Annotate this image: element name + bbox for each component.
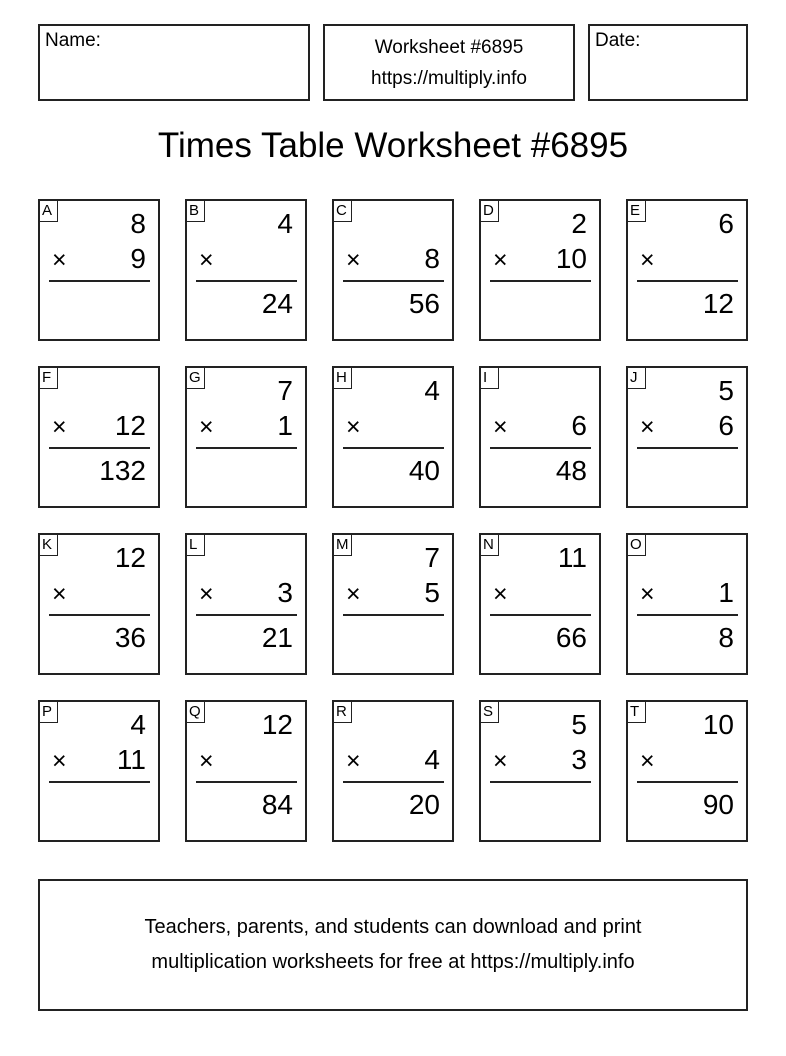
multiplicand: 8 xyxy=(130,208,146,239)
multiplicand: 4 xyxy=(277,208,293,239)
multiplicand: 4 xyxy=(130,709,146,740)
answer-rule xyxy=(637,614,738,616)
problem-cell[interactable] xyxy=(332,199,454,341)
problem-cell[interactable] xyxy=(479,199,601,341)
product: 24 xyxy=(261,288,293,319)
times-sign: × xyxy=(346,747,361,775)
answer-rule xyxy=(637,280,738,282)
problem-letter: M xyxy=(334,535,352,556)
problem-cell[interactable] xyxy=(626,366,748,508)
times-sign: × xyxy=(493,580,508,608)
times-sign: × xyxy=(640,413,655,441)
problem-cell[interactable] xyxy=(626,700,748,842)
problem-cell[interactable] xyxy=(479,366,601,508)
product: 20 xyxy=(408,789,440,820)
footer-line-1: Teachers, parents, and students can download and print xyxy=(144,916,642,938)
multiplier: 11 xyxy=(116,744,146,775)
multiplicand: 7 xyxy=(277,375,293,406)
problem-cell[interactable] xyxy=(38,700,160,842)
multiplier: 6 xyxy=(718,410,734,441)
multiplicand: 5 xyxy=(571,709,587,740)
date-field[interactable] xyxy=(588,24,748,101)
multiplier: 3 xyxy=(571,744,587,775)
problem-letter: N xyxy=(481,535,499,556)
times-sign: × xyxy=(640,246,655,274)
product: 36 xyxy=(114,622,146,653)
page-title: Times Table Worksheet #6895 xyxy=(157,126,629,165)
times-sign: × xyxy=(346,580,361,608)
problem-cell[interactable] xyxy=(185,700,307,842)
name-label: Name: xyxy=(45,30,101,51)
answer-rule xyxy=(196,614,297,616)
multiplicand: 12 xyxy=(114,542,146,573)
times-sign: × xyxy=(493,246,508,274)
problem-letter: O xyxy=(628,535,646,556)
problem-letter: D xyxy=(481,201,499,222)
date-label: Date: xyxy=(595,30,641,51)
answer-rule xyxy=(196,447,297,449)
name-field[interactable] xyxy=(38,24,310,101)
answer-rule xyxy=(343,280,444,282)
times-sign: × xyxy=(199,580,214,608)
multiplicand: 5 xyxy=(718,375,734,406)
problem-letter: R xyxy=(334,702,352,723)
times-sign: × xyxy=(199,413,214,441)
product: 21 xyxy=(261,622,293,653)
worksheet-id: Worksheet #6895 xyxy=(374,37,524,58)
product: 8 xyxy=(718,622,734,653)
times-sign: × xyxy=(52,246,67,274)
times-sign: × xyxy=(640,747,655,775)
multiplier: 6 xyxy=(571,410,587,441)
answer-rule xyxy=(490,447,591,449)
times-sign: × xyxy=(346,246,361,274)
answer-rule xyxy=(49,280,150,282)
multiplicand: 7 xyxy=(424,542,440,573)
multiplicand: 4 xyxy=(424,375,440,406)
multiplicand: 11 xyxy=(557,542,587,573)
product: 56 xyxy=(408,288,440,319)
problem-letter: Q xyxy=(187,702,205,723)
multiplier: 10 xyxy=(555,243,587,274)
multiplier: 9 xyxy=(130,243,146,274)
multiplier: 8 xyxy=(424,243,440,274)
times-sign: × xyxy=(52,413,67,441)
answer-rule xyxy=(637,447,738,449)
problem-cell[interactable] xyxy=(185,199,307,341)
answer-rule xyxy=(49,614,150,616)
problem-cell[interactable] xyxy=(332,533,454,675)
problem-letter: F xyxy=(40,368,58,389)
problem-cell[interactable] xyxy=(332,700,454,842)
multiplicand: 6 xyxy=(718,208,734,239)
times-sign: × xyxy=(346,413,361,441)
times-sign: × xyxy=(493,747,508,775)
multiplicand: 10 xyxy=(702,709,734,740)
multiplicand: 12 xyxy=(261,709,293,740)
multiplier: 1 xyxy=(718,577,734,608)
answer-rule xyxy=(637,781,738,783)
problem-cell[interactable] xyxy=(479,700,601,842)
problem-cell[interactable] xyxy=(38,199,160,341)
problem-letter: H xyxy=(334,368,352,389)
problem-cell[interactable] xyxy=(38,533,160,675)
answer-rule xyxy=(490,781,591,783)
product: 84 xyxy=(261,789,293,820)
times-sign: × xyxy=(640,580,655,608)
problem-cell[interactable] xyxy=(185,366,307,508)
problem-letter: I xyxy=(481,368,499,389)
multiplicand: 2 xyxy=(571,208,587,239)
answer-rule xyxy=(343,614,444,616)
site-url: https://multiply.info xyxy=(371,68,527,89)
worksheet-info-box xyxy=(323,24,575,101)
answer-rule xyxy=(343,447,444,449)
footer-line-2: multiplication worksheets for free at https://multiply.info xyxy=(151,951,635,973)
answer-rule xyxy=(196,280,297,282)
problem-letter: K xyxy=(40,535,58,556)
problem-letter: P xyxy=(40,702,58,723)
times-sign: × xyxy=(52,747,67,775)
problem-cell[interactable] xyxy=(38,366,160,508)
problem-letter: B xyxy=(187,201,205,222)
problem-letter: T xyxy=(628,702,646,723)
product: 12 xyxy=(702,288,734,319)
answer-rule xyxy=(49,447,150,449)
problem-cell[interactable] xyxy=(626,533,748,675)
answer-rule xyxy=(490,280,591,282)
product: 90 xyxy=(702,789,734,820)
footer-box xyxy=(38,879,748,1011)
problem-letter: A xyxy=(40,201,58,222)
problem-letter: S xyxy=(481,702,499,723)
answer-rule xyxy=(196,781,297,783)
answer-rule xyxy=(490,614,591,616)
product: 48 xyxy=(555,455,587,486)
problem-cell[interactable] xyxy=(479,533,601,675)
answer-rule xyxy=(49,781,150,783)
problem-cell[interactable] xyxy=(332,366,454,508)
multiplier: 5 xyxy=(424,577,440,608)
problem-letter: J xyxy=(628,368,646,389)
multiplier: 3 xyxy=(277,577,293,608)
product: 132 xyxy=(99,455,146,486)
times-sign: × xyxy=(52,580,67,608)
multiplier: 4 xyxy=(424,744,440,775)
problem-letter: E xyxy=(628,201,646,222)
multiplier: 1 xyxy=(277,410,293,441)
times-sign: × xyxy=(493,413,508,441)
times-sign: × xyxy=(199,747,214,775)
problem-cell[interactable] xyxy=(185,533,307,675)
problem-letter: G xyxy=(187,368,205,389)
times-sign: × xyxy=(199,246,214,274)
problem-cell[interactable] xyxy=(626,199,748,341)
product: 66 xyxy=(555,622,587,653)
answer-rule xyxy=(343,781,444,783)
problem-letter: C xyxy=(334,201,352,222)
multiplier: 12 xyxy=(114,410,146,441)
problem-letter: L xyxy=(187,535,205,556)
product: 40 xyxy=(408,455,440,486)
